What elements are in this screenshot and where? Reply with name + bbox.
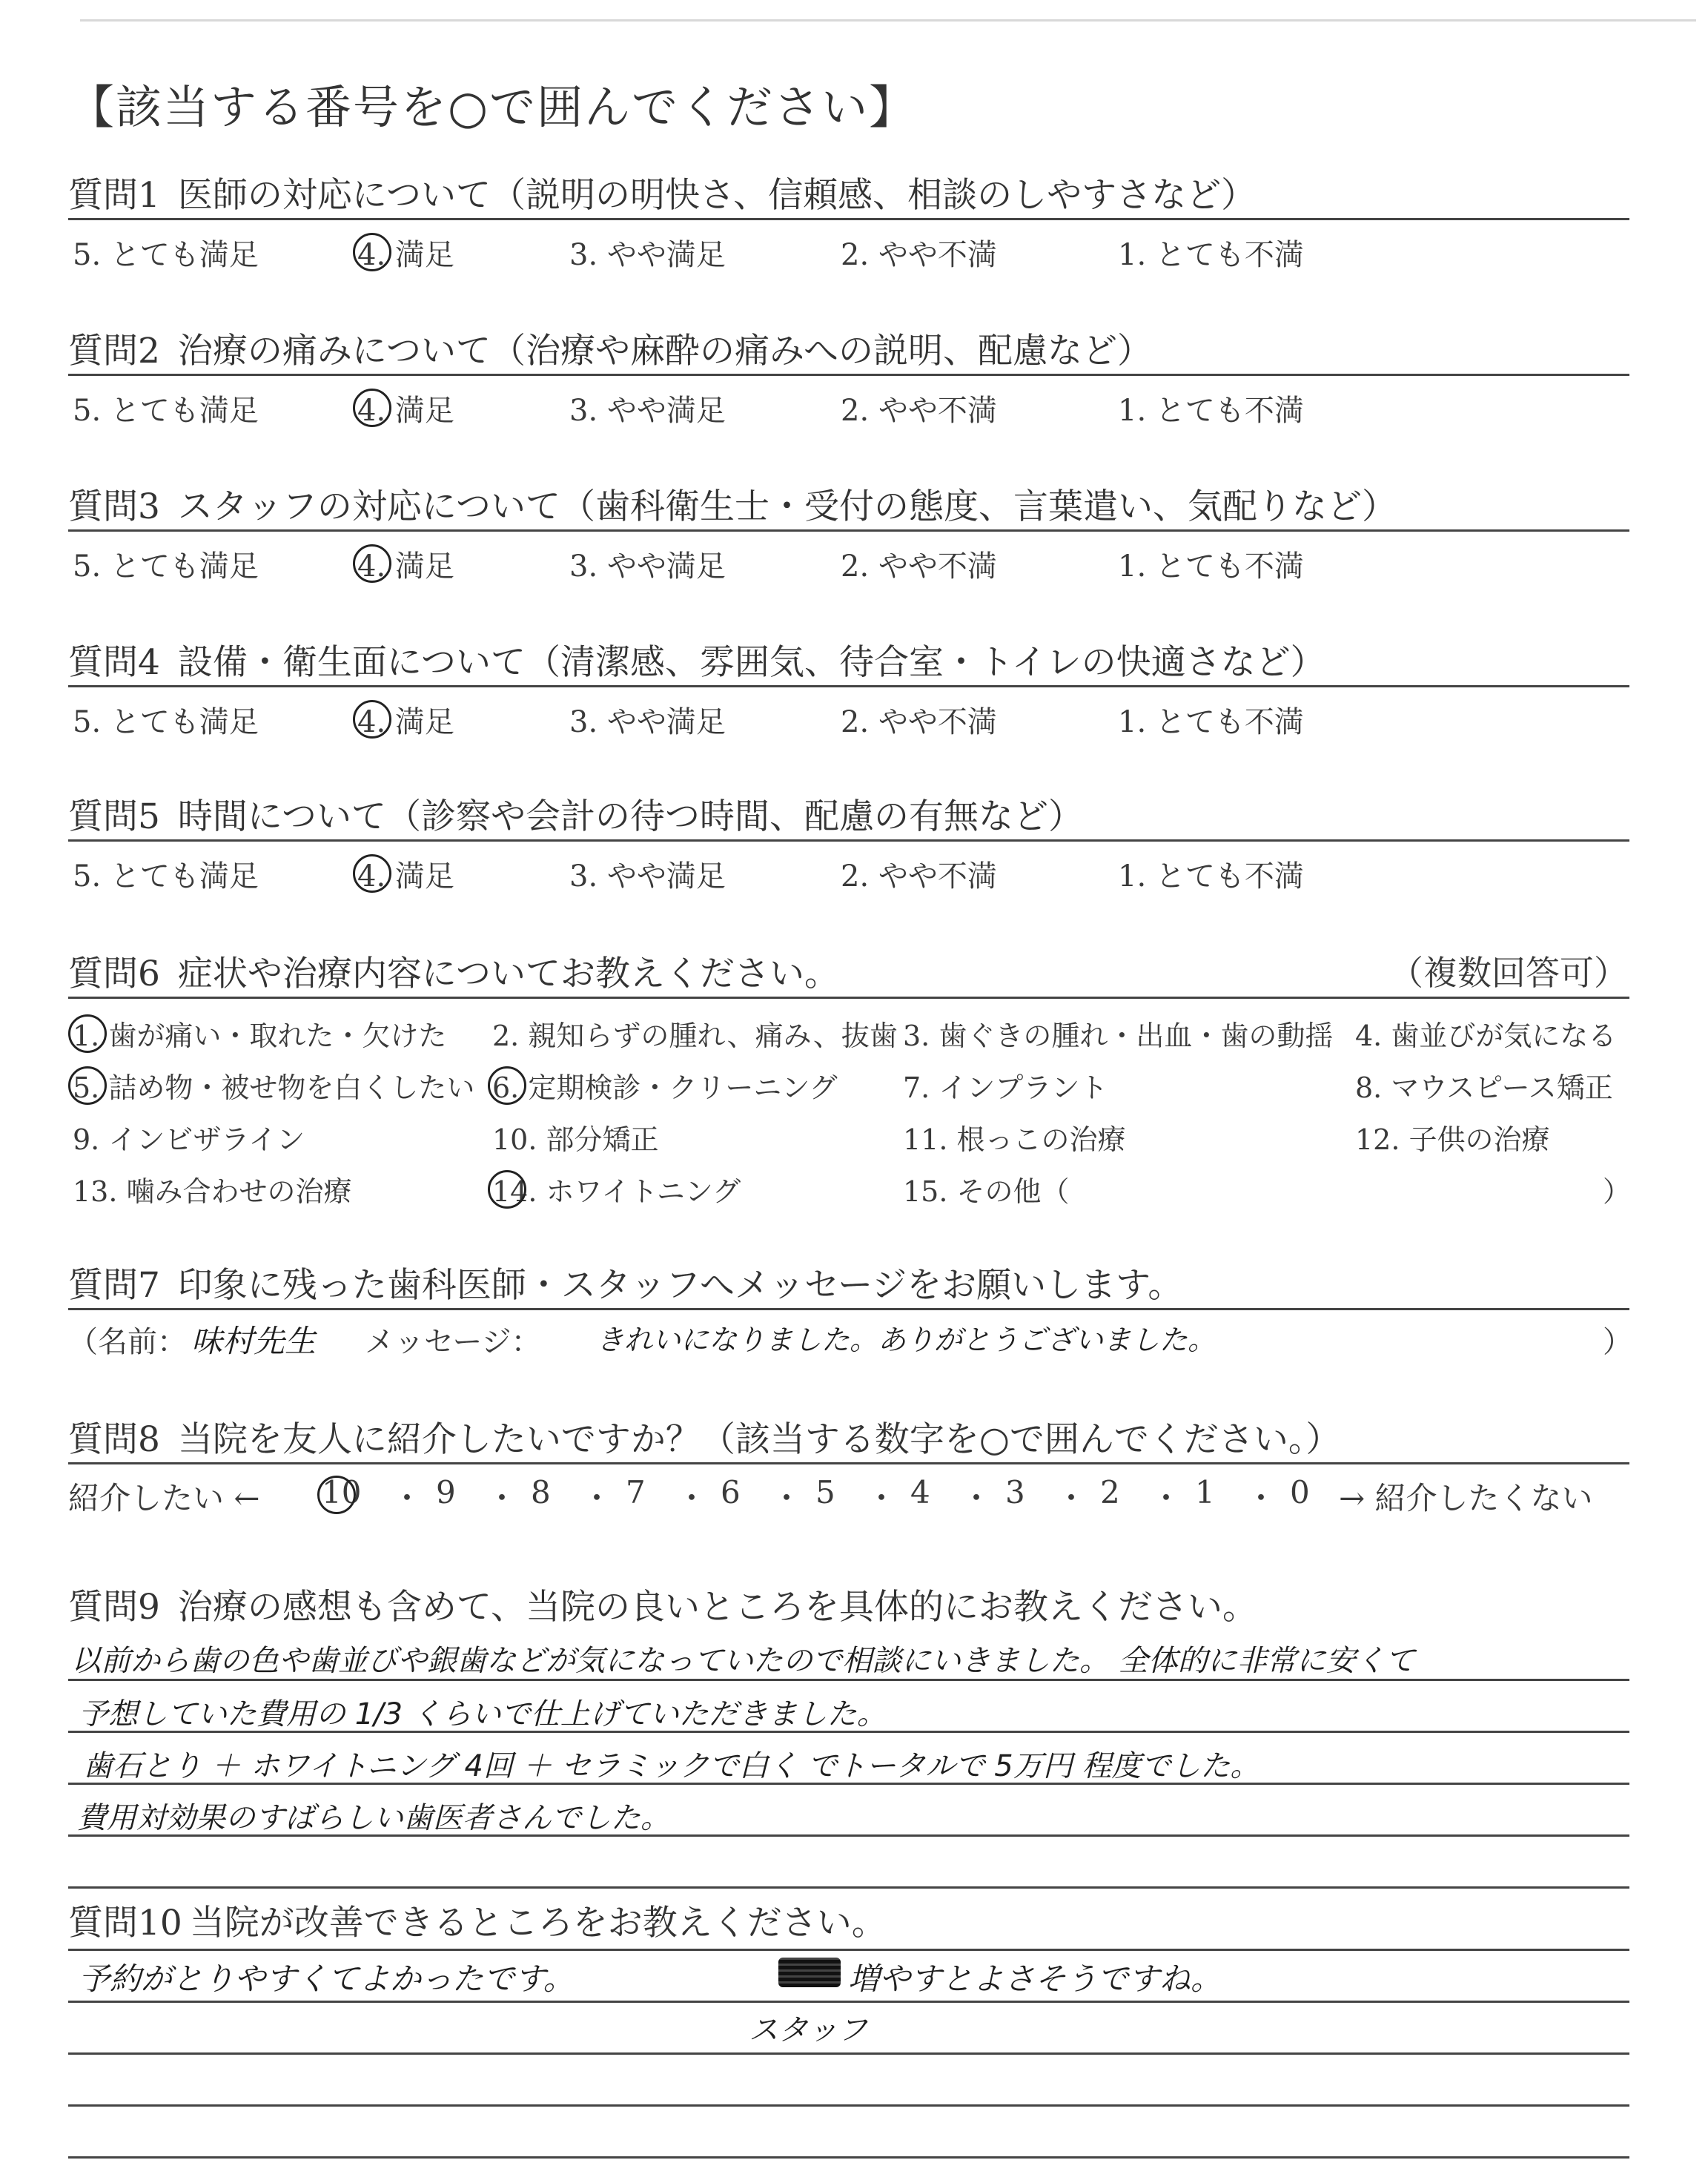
handwritten-answer-line-4[interactable]: 費用対効果のすばらしい歯医者さんでした。: [77, 1801, 670, 1835]
handwritten-answer-line-1a[interactable]: 予約がとりやすくてよかったです。: [79, 1961, 575, 1997]
option-2[interactable]: 2. やや不満: [841, 859, 997, 894]
option-1[interactable]: 1. とても不満: [1118, 238, 1304, 272]
option-4-selected[interactable]: 4. 満足: [357, 231, 454, 274]
scale-dot: ・: [961, 1480, 993, 1516]
handwritten-answer-line-2[interactable]: 予想していた費用の 1/3 くらいで仕上げていただきました。: [79, 1697, 887, 1731]
rating-options: [68, 853, 1304, 895]
referral-score-5[interactable]: 5: [815, 1474, 835, 1510]
treatment-option-8[interactable]: 8. マウスピース矯正: [1355, 1071, 1613, 1104]
option-1[interactable]: 1. とても不満: [1118, 705, 1304, 739]
treatment-options: [68, 1013, 1632, 1228]
name-handwritten[interactable]: 味村先生: [191, 1323, 317, 1359]
option-4-selected[interactable]: 4. 満足: [357, 698, 454, 741]
question-rule: [68, 218, 1629, 220]
answer-line-3: [68, 2052, 1629, 2055]
handwritten-answer-line-3[interactable]: 歯石とり ＋ ホワイトニング 4回 ＋ セラミックで白く でトータルで 5万円 程度でした。: [83, 1749, 1260, 1783]
scale-dot: ・: [486, 1480, 518, 1516]
option-3[interactable]: 3. やや満足: [569, 859, 726, 894]
referral-right-label: → 紹介したくない: [1339, 1480, 1593, 1516]
question-number: 質問9: [68, 1587, 160, 1628]
option-3[interactable]: 3. やや満足: [569, 394, 726, 428]
option-4-selected[interactable]: 4. 満足: [357, 387, 454, 429]
message-close-paren: ）: [1603, 1325, 1632, 1359]
referral-score-10-selected[interactable]: 10: [322, 1474, 362, 1510]
treatment-option-15[interactable]: 15. その他（: [903, 1175, 1070, 1208]
option-2[interactable]: 2. やや不満: [841, 238, 997, 272]
question-text: 治療の感想も含めて、当院の良いところを具体的にお教えください。: [177, 1587, 1257, 1628]
referral-score-0[interactable]: 0: [1290, 1474, 1310, 1510]
form-title: 【該当する番号を○で囲んでください】: [68, 80, 917, 134]
option-2[interactable]: 2. やや不満: [841, 394, 997, 428]
treatment-option-9[interactable]: 9. インビザライン: [73, 1123, 305, 1156]
question-number: 質問1: [68, 175, 160, 216]
other-close-paren: ）: [1603, 1175, 1632, 1208]
referral-score-9[interactable]: 9: [436, 1474, 456, 1510]
scale-dot: ・: [676, 1480, 708, 1516]
handwritten-answer-line-1b[interactable]: 増やすとよさそうですね。: [848, 1961, 1222, 1997]
handwritten-insertion-staff[interactable]: スタッフ: [749, 2013, 867, 2047]
option-2[interactable]: 2. やや不満: [841, 705, 997, 739]
question-rule: [68, 374, 1629, 376]
crossed-out-scribble: [778, 1958, 841, 1987]
question-rule: [68, 997, 1629, 999]
treatment-option-10[interactable]: 10. 部分矯正: [492, 1123, 659, 1156]
referral-score-3[interactable]: 3: [1005, 1474, 1025, 1510]
treatment-option-1-selected[interactable]: 1. 歯が痛い・取れた・欠けた: [73, 1013, 446, 1054]
option-1[interactable]: 1. とても不満: [1118, 394, 1304, 428]
treatment-option-12[interactable]: 12. 子供の治療: [1355, 1123, 1550, 1156]
referral-score-6[interactable]: 6: [721, 1474, 741, 1510]
answer-line-2: [68, 2001, 1629, 2003]
question-rule: [68, 685, 1629, 687]
option-1[interactable]: 1. とても不満: [1118, 549, 1304, 584]
scale-dot: ・: [771, 1480, 803, 1516]
option-5[interactable]: 5. とても満足: [73, 705, 259, 739]
rating-options: [68, 387, 1304, 429]
answer-line-5: [68, 2156, 1629, 2159]
answer-line-5: [68, 1886, 1629, 1889]
question-number: 質問2: [68, 331, 160, 371]
referral-score-7[interactable]: 7: [626, 1474, 646, 1510]
referral-left-label: 紹介したい ←: [68, 1480, 260, 1516]
referral-scale: [68, 1474, 1629, 1519]
message-handwritten[interactable]: きれいになりました。ありがとうございました。: [596, 1324, 1217, 1356]
question-text: 医師の対応について（説明の明快さ、信頼感、相談のしやすさなど）: [177, 175, 1257, 216]
option-3[interactable]: 3. やや満足: [569, 705, 726, 739]
referral-score-1[interactable]: 1: [1195, 1474, 1215, 1510]
option-4-selected[interactable]: 4. 満足: [357, 853, 454, 895]
multiple-answers-note: （複数回答可）: [1389, 953, 1628, 993]
question-number: 質問5: [68, 796, 160, 837]
question-text: 印象に残った歯科医師・スタッフへメッセージをお願いします。: [177, 1265, 1183, 1306]
scale-dot: ・: [1245, 1480, 1277, 1516]
treatment-option-5-selected[interactable]: 5. 詰め物・被せ物を白くしたい: [73, 1065, 474, 1106]
rating-options: [68, 698, 1304, 741]
question-rule: [68, 839, 1629, 842]
treatment-option-2[interactable]: 2. 親知らずの腫れ、痛み、抜歯: [492, 1020, 898, 1052]
option-2[interactable]: 2. やや不満: [841, 549, 997, 584]
question-number: 質問8: [68, 1419, 160, 1460]
message-label: メッセージ：: [365, 1325, 541, 1359]
scale-dot: ・: [866, 1480, 898, 1516]
rating-options: [68, 543, 1304, 585]
option-4-selected[interactable]: 4. 満足: [357, 543, 454, 585]
question-text: 当院を友人に紹介したいですか？（該当する数字を○で囲んでください。）: [177, 1419, 1341, 1460]
scale-dot: ・: [1056, 1480, 1088, 1516]
option-5[interactable]: 5. とても満足: [73, 394, 259, 428]
question-text: スタッフの対応について（歯科衛生士・受付の態度、言葉遣い、気配りなど）: [177, 486, 1397, 527]
scale-dot: ・: [1151, 1480, 1182, 1516]
question-number: 質問6: [68, 954, 160, 994]
answer-line-1: [68, 1949, 1629, 1951]
treatment-option-14-selected[interactable]: 14. ホワイトニング: [492, 1169, 741, 1209]
treatment-option-3[interactable]: 3. 歯ぐきの腫れ・出血・歯の動揺: [903, 1020, 1334, 1052]
option-1[interactable]: 1. とても不満: [1118, 859, 1304, 894]
top-border-line: [80, 19, 1696, 22]
question-number: 質問10: [68, 1903, 182, 1943]
treatment-option-4[interactable]: 4. 歯並びが気になる: [1355, 1020, 1617, 1052]
question-rule: [68, 1462, 1629, 1464]
option-3[interactable]: 3. やや満足: [569, 238, 726, 272]
question-number: 質問3: [68, 486, 160, 527]
scale-dot: ・: [391, 1480, 423, 1516]
option-3[interactable]: 3. やや満足: [569, 549, 726, 584]
option-5[interactable]: 5. とても満足: [73, 549, 259, 584]
referral-score-2[interactable]: 2: [1100, 1474, 1120, 1510]
rating-options: [68, 231, 1304, 274]
question-number: 質問4: [68, 642, 160, 683]
answer-line-4: [68, 2104, 1629, 2107]
treatment-option-13[interactable]: 13. 噛み合わせの治療: [73, 1175, 352, 1208]
treatment-option-11[interactable]: 11. 根っこの治療: [903, 1123, 1126, 1156]
question-text: 治療の痛みについて（治療や麻酔の痛みへの説明、配慮など）: [177, 331, 1153, 371]
handwritten-answer-line-1[interactable]: 以前から歯の色や歯並びや銀歯などが気になっていたので相談にいきました。 全体的に非常に安くて: [71, 1644, 1415, 1678]
referral-score-4[interactable]: 4: [910, 1474, 930, 1510]
option-5[interactable]: 5. とても満足: [73, 238, 259, 272]
scale-dot: ・: [581, 1480, 613, 1516]
question-text: 設備・衛生面について（清潔感、雰囲気、待合室・トイレの快適さなど）: [177, 642, 1325, 683]
question-text: 症状や治療内容についてお教えください。: [177, 954, 839, 994]
question-rule: [68, 1308, 1629, 1310]
option-5[interactable]: 5. とても満足: [73, 859, 259, 894]
treatment-option-7[interactable]: 7. インプラント: [903, 1071, 1108, 1104]
referral-score-8[interactable]: 8: [531, 1474, 551, 1510]
name-label: （名前：: [68, 1325, 187, 1359]
question-rule: [68, 529, 1629, 532]
question-text: 当院が改善できるところをお教えください。: [189, 1903, 887, 1943]
treatment-option-6-selected[interactable]: 6. 定期検診・クリーニング: [492, 1065, 838, 1106]
question-number: 質問7: [68, 1265, 160, 1306]
question-text: 時間について（診察や会計の待つ時間、配慮の有無など）: [177, 796, 1083, 837]
